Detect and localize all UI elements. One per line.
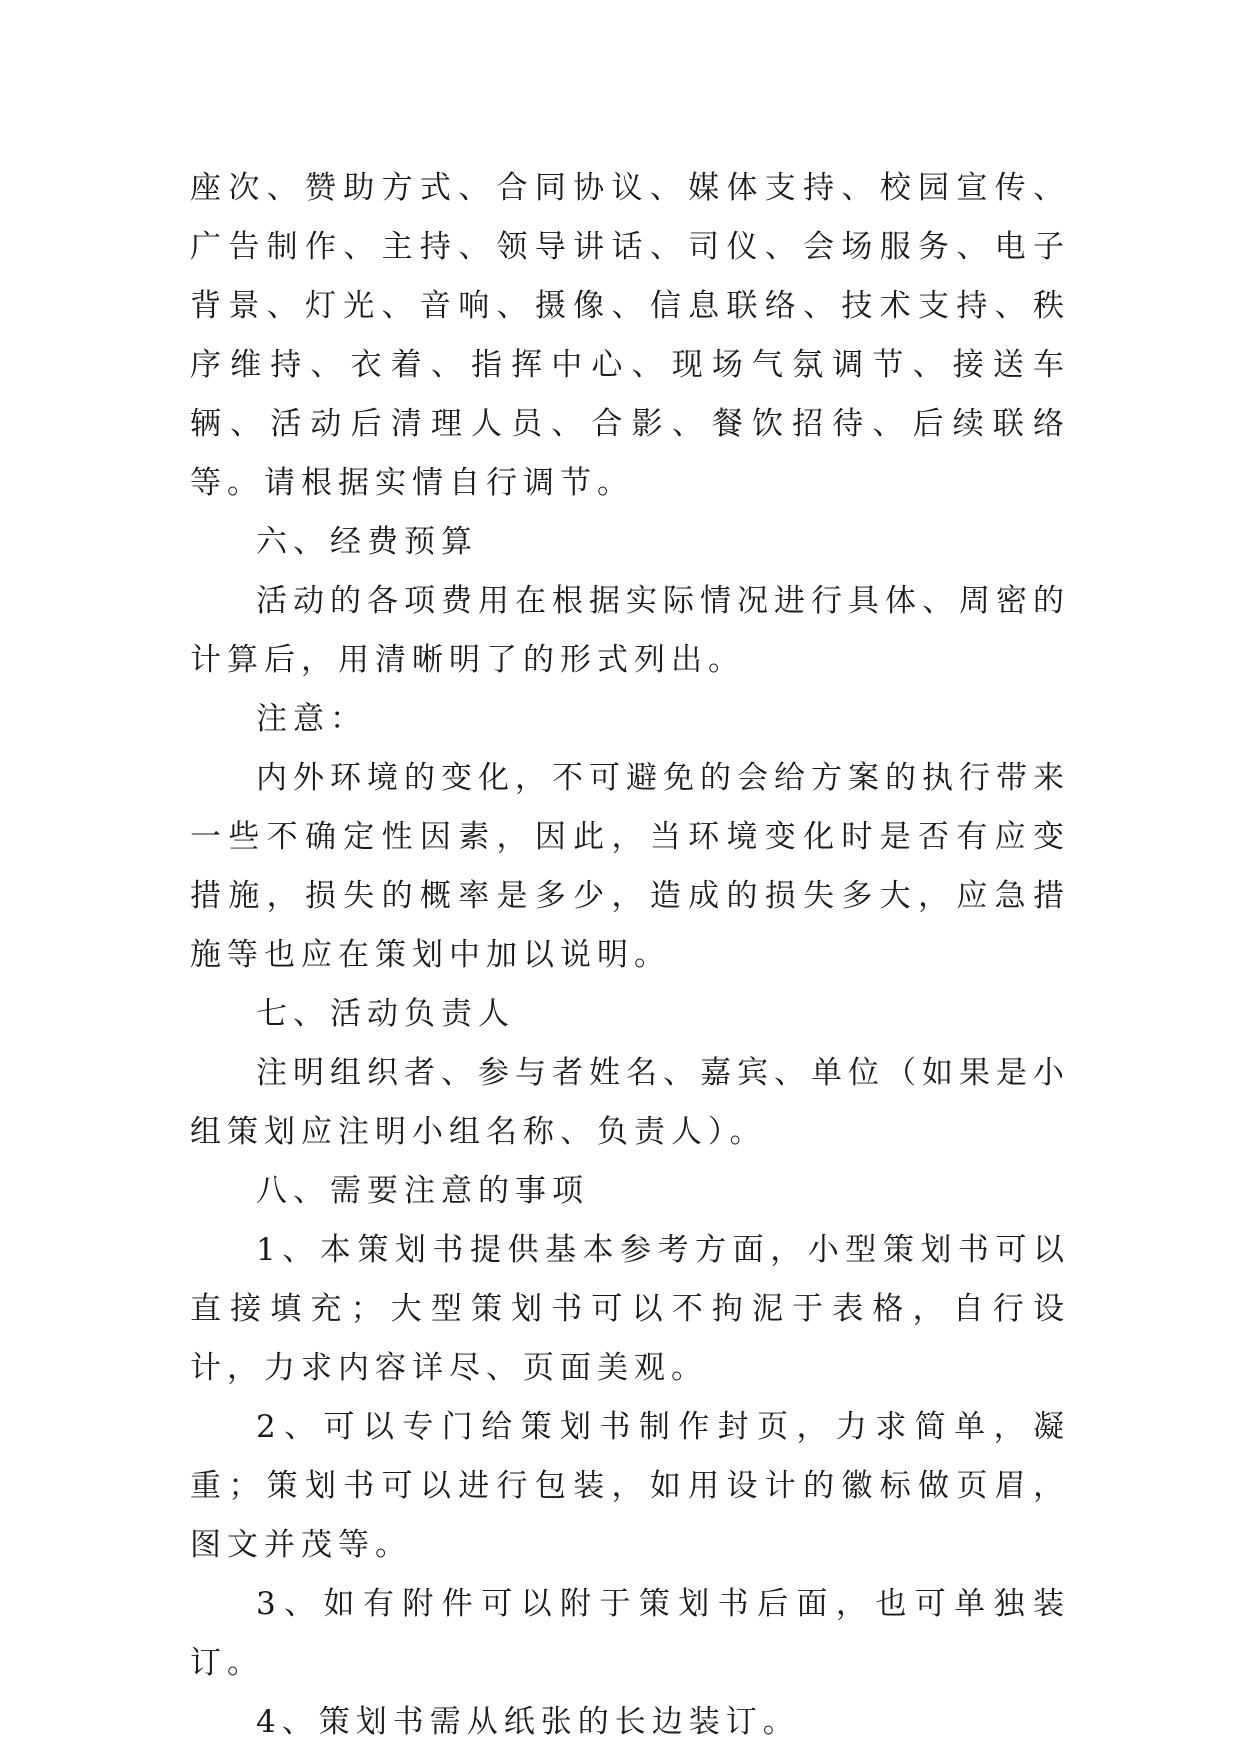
paragraph-responsible-person: 注明组织者、参与者姓名、嘉宾、单位（如果是小组策划应注明小组名称、负责人）。 <box>190 1055 1070 1150</box>
document-body <box>190 159 1070 1752</box>
list-item-3: 3、如有附件可以附于策划书后面，也可单独装订。 <box>190 1586 1070 1681</box>
heading-considerations: 八、需要注意的事项 <box>256 1173 589 1209</box>
paragraph-note: 内外环境的变化，不可避免的会给方案的执行带来一些不确定性因素，因此，当环境变化时是否有应变措施，损失的概率是多少，造成的损失多大，应急措施等也应在策划中加以说明。 <box>190 760 1070 973</box>
paragraph-continued-list: 座次、赞助方式、合同协议、媒体支持、校园宣传、广告制作、主持、领导讲话、司仪、会场服务、电子背景、灯光、音响、摄像、信息联络、技术支持、秩序维持、衣着、指挥中心、现场气氛调节、接送车辆、活动后清理人员、合影、餐饮招待、后续联络等。请根据实情自行调节。 <box>190 170 1070 501</box>
list-item-2: 2、可以专门给策划书制作封页，力求简单，凝重；策划书可以进行包装，如用设计的徽标做页眉，图文并茂等。 <box>190 1409 1070 1563</box>
paragraph-budget: 活动的各项费用在根据实际情况进行具体、周密的计算后，用清晰明了的形式列出。 <box>190 583 1070 678</box>
list-item-1: 1、本策划书提供基本参考方面，小型策划书可以直接填充；大型策划书可以不拘泥于表格，自行设计，力求内容详尽、页面美观。 <box>190 1232 1070 1386</box>
heading-responsible-person: 七、活动负责人 <box>256 996 515 1032</box>
heading-note: 注意： <box>256 701 367 737</box>
heading-budget: 六、经费预算 <box>256 524 478 560</box>
list-item-4: 4、策划书需从纸张的长边装订。 <box>256 1704 800 1740</box>
